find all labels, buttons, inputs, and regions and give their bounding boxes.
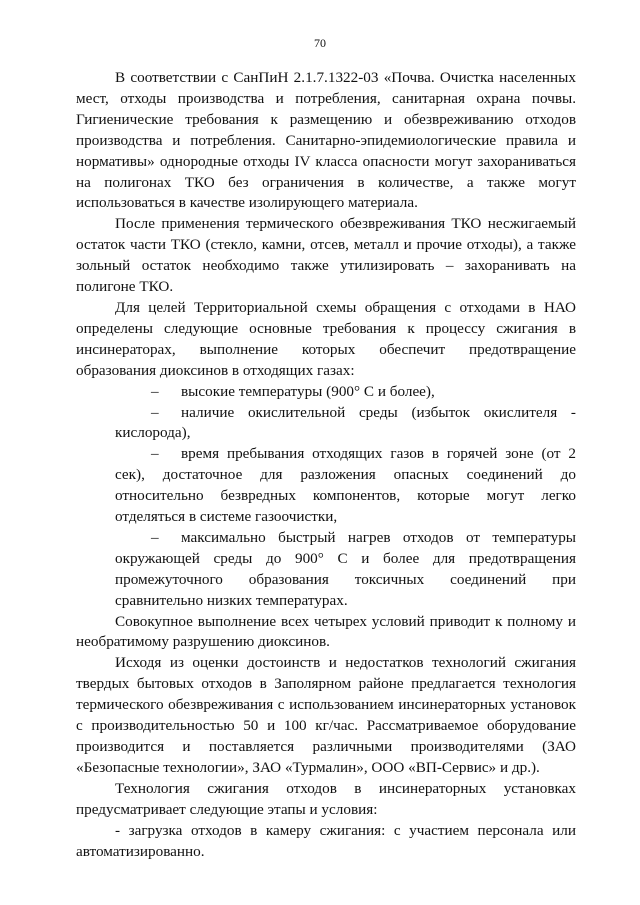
bullet-dash: – <box>151 528 159 546</box>
paragraph-stages: Технология сжигания отходов в инсинераторных установках предусматривает следующие этапы и условия: <box>76 779 576 818</box>
bullet-dash: – <box>151 403 159 421</box>
paragraph-requirements: Для целей Территориальной схемы обращения с отходами в НАО определены следующие основные требования к процессу сжигания в инсинераторах, выполнение которых обеспечит предотвращение образования диоксинов в отходящих газах: <box>76 298 576 379</box>
list-item-residence-time <box>76 444 576 528</box>
bullet-dash: – <box>151 382 159 400</box>
paragraph-sanpin: В соответствии с СанПиН 2.1.7.1322-03 «Почва. Очистка населенных мест, отходы производства и потребления, санитарная охрана почвы. Гигиенические требования к размещению и обезвреживанию отходов производства и потребления. Санитарно-эпидемиологические правила и нормативы» однородные отходы IV класса опасности могут захораниваться на полигонах ТКО без ограничения в количестве, а также могут использоваться в качестве изолирующего материала. <box>76 69 576 212</box>
page-number: 70 <box>314 36 326 50</box>
paragraph-residue: После применения термического обезвреживания ТКО несжигаемый остаток части ТКО (стекло, камни, отсев, металл и прочие отходы), а также зольный остаток необходимо также утилизировать – захоранивать на полигоне ТКО. <box>76 215 576 296</box>
paragraph-technology: Исходя из оценки достоинств и недостатков технологий сжигания твердых бытовых отходов в Заполярном районе предлагается технология термического обезвреживания с использованием инсинераторных установок с производительностью 50 и 100 кг/час. Рассматриваемое оборудование производится и поставляется различными производителями (ЗАО «Безопасные технологии», ЗАО «Турмалин», ООО «ВП-Сервис» и др.). <box>76 654 576 776</box>
document-body <box>76 68 576 862</box>
list-item-temperature <box>76 382 576 403</box>
paragraph-loading: - загрузка отходов в камеру сжигания: с участием персонала или автоматизированно. <box>76 821 576 860</box>
list-item-text: наличие окислительной среды (избыток окислителя - кислорода), <box>115 403 576 442</box>
list-item-text: время пребывания отходящих газов в горячей зоне (от 2 сек), достаточное для разложения опасных соединений до относительно безвредных компонентов, которые могут легко отделяться в системе газоочистки, <box>115 445 576 526</box>
list-item-text: максимально быстрый нагрев отходов от температуры окружающей среды до 900° С и более для предотвращения промежуточного образования токсичных соединений при сравнительно низких температурах. <box>115 528 576 609</box>
list-item-oxidizer <box>76 403 576 445</box>
list-item-text: высокие температуры (900° С и более), <box>181 382 435 400</box>
list-item-fast-heating <box>76 528 576 612</box>
bullet-dash: – <box>151 445 159 463</box>
paragraph-conclusion: Совокупное выполнение всех четырех условий приводит к полному и необратимому разрушению диоксинов. <box>76 612 576 651</box>
